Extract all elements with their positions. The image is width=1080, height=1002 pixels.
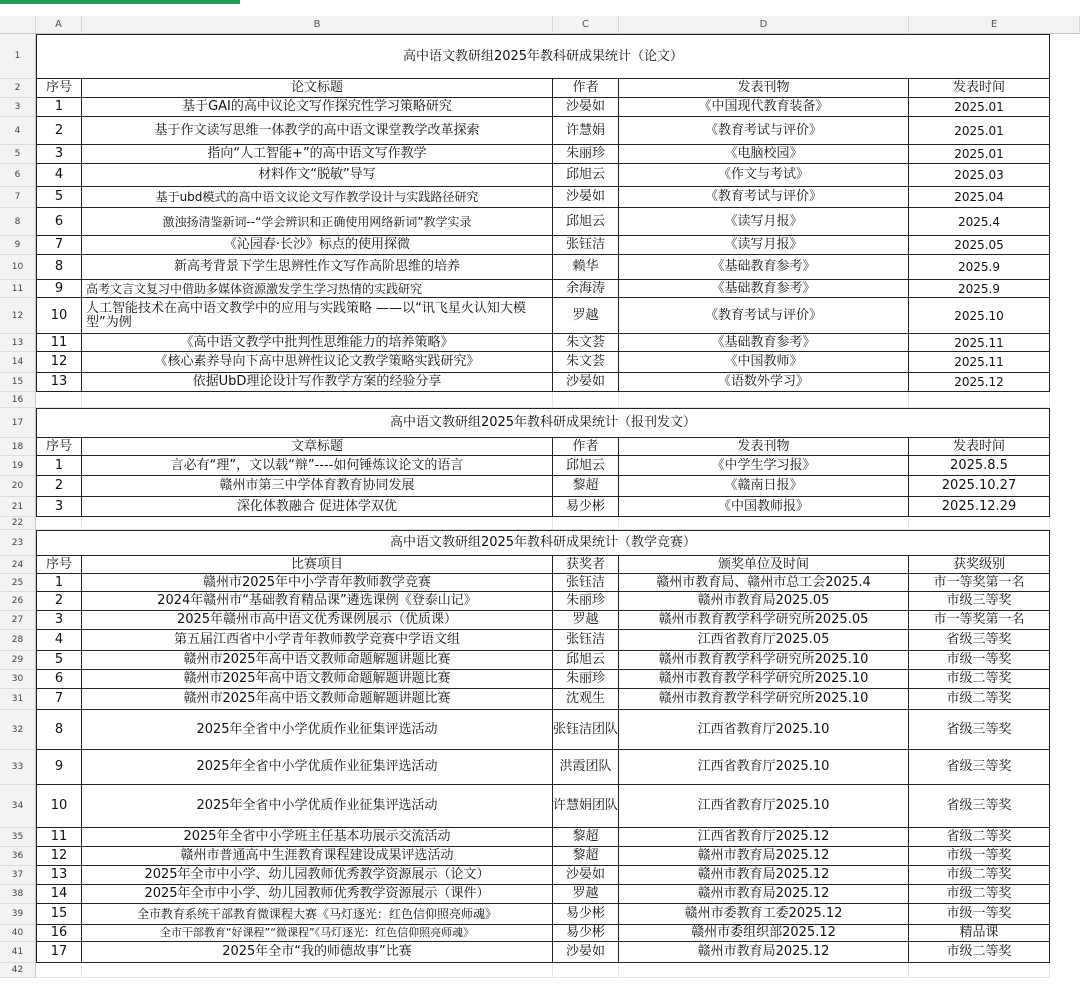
table1-cell-c4[interactable]: 《读写月报》 bbox=[619, 208, 909, 236]
table1-cell-c5[interactable]: 2025.01 bbox=[909, 98, 1050, 117]
empty-cell[interactable] bbox=[36, 517, 82, 530]
table3-cell-c5[interactable]: 市级二等奖 bbox=[909, 670, 1050, 689]
row-header-14[interactable]: 14 bbox=[0, 352, 36, 373]
table1-cell-c4[interactable]: 《作文与考试》 bbox=[619, 164, 909, 187]
table3-cell-c4[interactable]: 江西省教育厅2025.10 bbox=[619, 750, 909, 785]
empty-cell[interactable] bbox=[619, 517, 909, 530]
table3-cell-c2[interactable]: 2025年全省中小学优质作业征集评选活动 bbox=[82, 710, 553, 750]
row-header-27[interactable]: 27 bbox=[0, 611, 36, 630]
table3-title: 高中语文教研组2025年教科研成果统计（教学竞赛） bbox=[36, 530, 1050, 556]
table1-cell-c3[interactable]: 沙晏如 bbox=[553, 98, 619, 117]
table1-cell-c5[interactable]: 2025.12 bbox=[909, 373, 1050, 392]
table2-cell-c5[interactable]: 2025.8.5 bbox=[909, 456, 1050, 476]
table1-cell-c1[interactable]: 7 bbox=[36, 236, 82, 255]
table3-cell-c5[interactable]: 市级二等奖 bbox=[909, 866, 1050, 885]
row-header-33[interactable]: 33 bbox=[0, 750, 36, 785]
table3-cell-c4[interactable]: 赣州市教育局2025.12 bbox=[619, 847, 909, 866]
row-header-5[interactable]: 5 bbox=[0, 145, 36, 164]
table3-cell-c2[interactable]: 赣州市普通高中生涯教育课程建设成果评选活动 bbox=[82, 847, 553, 866]
table1-cell-c3[interactable]: 邱旭云 bbox=[553, 164, 619, 187]
table3-cell-c4[interactable]: 江西省教育厅2025.10 bbox=[619, 785, 909, 828]
table1-title: 高中语文教研组2025年教科研成果统计（论文） bbox=[36, 34, 1050, 79]
table2-cell-c1[interactable]: 1 bbox=[36, 456, 82, 476]
table1-cell-c2[interactable]: 材料作文“脱敏”导写 bbox=[82, 164, 553, 187]
table3-cell-c4[interactable]: 赣州市教育局2025.12 bbox=[619, 942, 909, 963]
empty-cell[interactable] bbox=[909, 517, 1050, 530]
table1-cell-c1[interactable]: 9 bbox=[36, 280, 82, 298]
table1-cell-c3[interactable]: 朱丽珍 bbox=[553, 145, 619, 164]
table3-cell-c5[interactable]: 市级三等奖 bbox=[909, 592, 1050, 611]
table1-header-2: 论文标题 bbox=[82, 79, 553, 98]
table1-cell-c1[interactable]: 11 bbox=[36, 334, 82, 352]
table1-cell-c3[interactable]: 张钰洁 bbox=[553, 236, 619, 255]
table3-cell-c3[interactable]: 罗越 bbox=[553, 611, 619, 630]
row-header-38[interactable]: 38 bbox=[0, 885, 36, 904]
table3-cell-c1[interactable]: 9 bbox=[36, 750, 82, 785]
table3-cell-c5[interactable]: 省级三等奖 bbox=[909, 710, 1050, 750]
table3-cell-c2[interactable]: 2025年赣州市高中语文优秀课例展示（优质课） bbox=[82, 611, 553, 630]
empty-cell[interactable] bbox=[82, 963, 553, 978]
table1-cell-c5[interactable]: 2025.10 bbox=[909, 298, 1050, 334]
table3-cell-c5[interactable]: 市一等奖第一名 bbox=[909, 611, 1050, 630]
column-header-b[interactable]: B bbox=[82, 16, 553, 34]
table1-cell-c3[interactable]: 沙晏如 bbox=[553, 187, 619, 208]
table3-cell-c5[interactable]: 省级三等奖 bbox=[909, 750, 1050, 785]
table1-header-3: 作者 bbox=[553, 79, 619, 98]
table1-cell-c4[interactable]: 《基础教育参考》 bbox=[619, 255, 909, 280]
table3-header-3: 获奖者 bbox=[553, 556, 619, 574]
table3-cell-c2[interactable]: 2025年全市中小学、幼儿园教师优秀教学资源展示（课件） bbox=[82, 885, 553, 904]
table1-cell-c1[interactable]: 4 bbox=[36, 164, 82, 187]
table3-cell-c2[interactable]: 赣州市2025年中小学青年教师教学竞赛 bbox=[82, 574, 553, 592]
table3-cell-c2[interactable]: 2025年全市中小学、幼儿园教师优秀教学资源展示（论文） bbox=[82, 866, 553, 885]
table2-header-1: 序号 bbox=[36, 438, 82, 456]
table3-cell-c5[interactable]: 精品课 bbox=[909, 925, 1050, 942]
row-header-7[interactable]: 7 bbox=[0, 187, 36, 208]
table2-cell-c3[interactable]: 黎超 bbox=[553, 476, 619, 497]
row-header-42[interactable]: 42 bbox=[0, 963, 36, 978]
table3-cell-c3[interactable]: 张钰洁团队 bbox=[553, 710, 619, 750]
table3-cell-c5[interactable]: 省级二等奖 bbox=[909, 828, 1050, 847]
table3-cell-c4[interactable]: 江西省教育厅2025.05 bbox=[619, 630, 909, 651]
row-header-19[interactable]: 19 bbox=[0, 456, 36, 476]
empty-cell[interactable] bbox=[36, 392, 82, 408]
table3-cell-c5[interactable]: 市级一等奖 bbox=[909, 847, 1050, 866]
table1-cell-c4[interactable]: 《基础教育参考》 bbox=[619, 334, 909, 352]
table3-cell-c1[interactable]: 7 bbox=[36, 689, 82, 710]
table3-cell-c4[interactable]: 赣州市教育教学科学研究所2025.05 bbox=[619, 611, 909, 630]
table1-cell-c5[interactable]: 2025.01 bbox=[909, 145, 1050, 164]
row-header-41[interactable]: 41 bbox=[0, 942, 36, 963]
column-header-c[interactable]: C bbox=[553, 16, 619, 34]
table1-cell-c4[interactable]: 《教育考试与评价》 bbox=[619, 187, 909, 208]
table1-cell-c1[interactable]: 5 bbox=[36, 187, 82, 208]
table1-cell-c4[interactable]: 《基础教育参考》 bbox=[619, 280, 909, 298]
table1-cell-c1[interactable]: 10 bbox=[36, 298, 82, 334]
table3-cell-c2[interactable]: 2025年全市“我的师德故事”比赛 bbox=[82, 942, 553, 963]
table3-cell-c4[interactable]: 赣州市教育局2025.12 bbox=[619, 866, 909, 885]
empty-cell[interactable] bbox=[82, 517, 553, 530]
table3-cell-c4[interactable]: 赣州市委组织部2025.12 bbox=[619, 925, 909, 942]
table3-cell-c4[interactable]: 赣州市教育教学科学研究所2025.10 bbox=[619, 670, 909, 689]
table1-cell-c2[interactable]: 《高中语文教学中批判性思维能力的培养策略》 bbox=[82, 334, 553, 352]
table1-cell-c5[interactable]: 2025.4 bbox=[909, 208, 1050, 236]
table3-cell-c1[interactable]: 3 bbox=[36, 611, 82, 630]
table3-cell-c1[interactable]: 10 bbox=[36, 785, 82, 828]
table3-header-5: 获奖级别 bbox=[909, 556, 1050, 574]
table3-cell-c3[interactable]: 张钰洁 bbox=[553, 630, 619, 651]
row-header-3[interactable]: 3 bbox=[0, 98, 36, 117]
table3-header-1: 序号 bbox=[36, 556, 82, 574]
row-header-36[interactable]: 36 bbox=[0, 847, 36, 866]
row-header-2[interactable]: 2 bbox=[0, 79, 36, 98]
table1-cell-c4[interactable]: 《中国教师》 bbox=[619, 352, 909, 373]
table1-cell-c5[interactable]: 2025.03 bbox=[909, 164, 1050, 187]
table1-cell-c3[interactable]: 许慧娟 bbox=[553, 117, 619, 145]
table1-cell-c4[interactable]: 《读写月报》 bbox=[619, 236, 909, 255]
row-header-8[interactable]: 8 bbox=[0, 208, 36, 236]
row-header-22[interactable]: 22 bbox=[0, 517, 36, 530]
table3-cell-c5[interactable]: 市级二等奖 bbox=[909, 942, 1050, 963]
row-header-32[interactable]: 32 bbox=[0, 710, 36, 750]
table3-cell-c2[interactable]: 赣州市2025年高中语文教师命题解题讲题比赛 bbox=[82, 670, 553, 689]
table3-cell-c1[interactable]: 14 bbox=[36, 885, 82, 904]
table2-cell-c3[interactable]: 邱旭云 bbox=[553, 456, 619, 476]
table3-cell-c3[interactable]: 黎超 bbox=[553, 847, 619, 866]
table1-cell-c2[interactable]: 人工智能技术在高中语文教学中的应用与实践策略 ——以“讯飞星火认知大模型”为例 bbox=[82, 298, 553, 334]
corner-select-all[interactable] bbox=[0, 16, 36, 34]
table3-cell-c3[interactable]: 洪霞团队 bbox=[553, 750, 619, 785]
table3-cell-c4[interactable]: 江西省教育厅2025.12 bbox=[619, 828, 909, 847]
row-header-26[interactable]: 26 bbox=[0, 592, 36, 611]
table1-cell-c5[interactable]: 2025.05 bbox=[909, 236, 1050, 255]
table3-cell-c3[interactable]: 朱丽珍 bbox=[553, 592, 619, 611]
table2-header-5: 发表时间 bbox=[909, 438, 1050, 456]
table3-cell-c3[interactable]: 沙晏如 bbox=[553, 942, 619, 963]
row-header-17[interactable]: 17 bbox=[0, 408, 36, 438]
table1-cell-c3[interactable]: 赖华 bbox=[553, 255, 619, 280]
table3-cell-c4[interactable]: 赣州市教育教学科学研究所2025.10 bbox=[619, 689, 909, 710]
table3-cell-c4[interactable]: 赣州市教育局、赣州市总工会2025.4 bbox=[619, 574, 909, 592]
table3-cell-c2[interactable]: 赣州市2025年高中语文教师命题解题讲题比赛 bbox=[82, 651, 553, 670]
table1-cell-c3[interactable]: 罗越 bbox=[553, 298, 619, 334]
table3-cell-c2[interactable]: 2024年赣州市“基础教育精品课”遴选课例《登泰山记》 bbox=[82, 592, 553, 611]
table3-cell-c3[interactable]: 邱旭云 bbox=[553, 651, 619, 670]
table3-cell-c3[interactable]: 罗越 bbox=[553, 885, 619, 904]
table3-cell-c1[interactable]: 11 bbox=[36, 828, 82, 847]
row-header-12[interactable]: 12 bbox=[0, 298, 36, 334]
table1-cell-c2[interactable]: 激浊扬清鉴新词--“学会辨识和正确使用网络新词”教学实录 bbox=[82, 208, 553, 236]
empty-cell[interactable] bbox=[553, 963, 619, 978]
row-header-35[interactable]: 35 bbox=[0, 828, 36, 847]
table3-cell-c2[interactable]: 2025年全省中小学优质作业征集评选活动 bbox=[82, 785, 553, 828]
empty-cell[interactable] bbox=[619, 392, 909, 408]
table2-cell-c1[interactable]: 3 bbox=[36, 497, 82, 517]
table3-cell-c5[interactable]: 市级二等奖 bbox=[909, 689, 1050, 710]
table1-cell-c3[interactable]: 沙晏如 bbox=[553, 373, 619, 392]
table3-cell-c1[interactable]: 6 bbox=[36, 670, 82, 689]
table3-cell-c1[interactable]: 17 bbox=[36, 942, 82, 963]
row-header-11[interactable]: 11 bbox=[0, 280, 36, 298]
table1-header-5: 发表时间 bbox=[909, 79, 1050, 98]
row-header-24[interactable]: 24 bbox=[0, 556, 36, 574]
empty-cell[interactable] bbox=[909, 392, 1050, 408]
row-header-39[interactable]: 39 bbox=[0, 904, 36, 925]
table2-cell-c3[interactable]: 易少彬 bbox=[553, 497, 619, 517]
row-header-15[interactable]: 15 bbox=[0, 373, 36, 392]
table1-cell-c3[interactable]: 余海涛 bbox=[553, 280, 619, 298]
empty-cell[interactable] bbox=[82, 392, 553, 408]
table2-cell-c1[interactable]: 2 bbox=[36, 476, 82, 497]
row-header-4[interactable]: 4 bbox=[0, 117, 36, 145]
table3-cell-c2[interactable]: 2025年全省中小学优质作业征集评选活动 bbox=[82, 750, 553, 785]
row-header-40[interactable]: 40 bbox=[0, 925, 36, 942]
row-header-6[interactable]: 6 bbox=[0, 164, 36, 187]
row-header-9[interactable]: 9 bbox=[0, 236, 36, 255]
row-header-21[interactable]: 21 bbox=[0, 497, 36, 517]
table1-cell-c3[interactable]: 邱旭云 bbox=[553, 208, 619, 236]
row-header-13[interactable]: 13 bbox=[0, 334, 36, 352]
row-header-37[interactable]: 37 bbox=[0, 866, 36, 885]
table3-cell-c3[interactable]: 张钰洁 bbox=[553, 574, 619, 592]
table1-header-1: 序号 bbox=[36, 79, 82, 98]
table1-cell-c2[interactable]: 高考文言文复习中借助多媒体资源激发学生学习热情的实践研究 bbox=[82, 280, 553, 298]
table1-cell-c1[interactable]: 8 bbox=[36, 255, 82, 280]
table2-header-3: 作者 bbox=[553, 438, 619, 456]
table2-cell-c2[interactable]: 深化体教融合 促进体学双优 bbox=[82, 497, 553, 517]
table1-cell-c2[interactable]: 《核心素养导向下高中思辨性议论文教学策略实践研究》 bbox=[82, 352, 553, 373]
table3-cell-c3[interactable]: 许慧娟团队 bbox=[553, 785, 619, 828]
row-header-34[interactable]: 34 bbox=[0, 785, 36, 828]
table1-cell-c1[interactable]: 6 bbox=[36, 208, 82, 236]
table3-cell-c1[interactable]: 15 bbox=[36, 904, 82, 925]
table3-cell-c1[interactable]: 4 bbox=[36, 630, 82, 651]
table1-cell-c2[interactable]: 基于GAI的高中议论文写作探究性学习策略研究 bbox=[82, 98, 553, 117]
row-header-31[interactable]: 31 bbox=[0, 689, 36, 710]
table3-cell-c1[interactable]: 2 bbox=[36, 592, 82, 611]
table1-cell-c4[interactable]: 《中国现代教育装备》 bbox=[619, 98, 909, 117]
table3-cell-c2[interactable]: 赣州市2025年高中语文教师命题解题讲题比赛 bbox=[82, 689, 553, 710]
row-header-1[interactable]: 1 bbox=[0, 34, 36, 79]
table2-title: 高中语文教研组2025年教科研成果统计（报刊发文） bbox=[36, 408, 1050, 438]
table3-header-4: 颁奖单位及时间 bbox=[619, 556, 909, 574]
table1-cell-c2[interactable]: 指向“人工智能+”的高中语文写作教学 bbox=[82, 145, 553, 164]
table2-cell-c4[interactable]: 《中学生学习报》 bbox=[619, 456, 909, 476]
table3-cell-c2[interactable]: 全市干部教育“好课程”“微课程”《马灯逐光：红色信仰照亮师魂》 bbox=[82, 925, 553, 942]
table1-cell-c5[interactable]: 2025.04 bbox=[909, 187, 1050, 208]
table3-cell-c3[interactable]: 沈观生 bbox=[553, 689, 619, 710]
table1-cell-c1[interactable]: 12 bbox=[36, 352, 82, 373]
table3-cell-c4[interactable]: 赣州市教育教学科学研究所2025.10 bbox=[619, 651, 909, 670]
table3-cell-c4[interactable]: 赣州市教育局2025.12 bbox=[619, 885, 909, 904]
row-header-16[interactable]: 16 bbox=[0, 392, 36, 408]
table2-header-4: 发表刊物 bbox=[619, 438, 909, 456]
table1-cell-c5[interactable]: 2025.11 bbox=[909, 352, 1050, 373]
table2-cell-c5[interactable]: 2025.12.29 bbox=[909, 497, 1050, 517]
table3-cell-c5[interactable]: 省级三等奖 bbox=[909, 630, 1050, 651]
row-header-29[interactable]: 29 bbox=[0, 651, 36, 670]
table1-cell-c1[interactable]: 13 bbox=[36, 373, 82, 392]
table1-cell-c5[interactable]: 2025.01 bbox=[909, 117, 1050, 145]
table3-cell-c3[interactable]: 易少彬 bbox=[553, 904, 619, 925]
table1-cell-c5[interactable]: 2025.11 bbox=[909, 334, 1050, 352]
empty-cell[interactable] bbox=[36, 963, 82, 978]
column-header-d[interactable]: D bbox=[619, 16, 909, 34]
column-header-a[interactable]: A bbox=[36, 16, 82, 34]
table3-cell-c5[interactable]: 市级一等奖 bbox=[909, 904, 1050, 925]
table3-cell-c1[interactable]: 12 bbox=[36, 847, 82, 866]
table2-cell-c5[interactable]: 2025.10.27 bbox=[909, 476, 1050, 497]
row-header-28[interactable]: 28 bbox=[0, 630, 36, 651]
table1-cell-c4[interactable]: 《教育考试与评价》 bbox=[619, 117, 909, 145]
table1-cell-c1[interactable]: 3 bbox=[36, 145, 82, 164]
table1-cell-c5[interactable]: 2025.9 bbox=[909, 280, 1050, 298]
table3-cell-c4[interactable]: 赣州市教育局2025.05 bbox=[619, 592, 909, 611]
row-header-10[interactable]: 10 bbox=[0, 255, 36, 280]
table3-cell-c5[interactable]: 市级一等奖 bbox=[909, 651, 1050, 670]
table1-cell-c1[interactable]: 2 bbox=[36, 117, 82, 145]
table3-cell-c2[interactable]: 第五届江西省中小学青年教师教学竞赛中学语文组 bbox=[82, 630, 553, 651]
empty-cell[interactable] bbox=[553, 517, 619, 530]
table3-cell-c3[interactable]: 黎超 bbox=[553, 828, 619, 847]
table1-cell-c5[interactable]: 2025.9 bbox=[909, 255, 1050, 280]
table1-cell-c1[interactable]: 1 bbox=[36, 98, 82, 117]
table3-cell-c1[interactable]: 16 bbox=[36, 925, 82, 942]
table3-cell-c3[interactable]: 易少彬 bbox=[553, 925, 619, 942]
table3-cell-c5[interactable]: 省级三等奖 bbox=[909, 785, 1050, 828]
table3-cell-c4[interactable]: 赣州市委教育工委2025.12 bbox=[619, 904, 909, 925]
table1-cell-c2[interactable]: 新高考背景下学生思辨性作文写作高阶思维的培养 bbox=[82, 255, 553, 280]
table3-cell-c2[interactable]: 2025年全省中小学班主任基本功展示交流活动 bbox=[82, 828, 553, 847]
row-header-18[interactable]: 18 bbox=[0, 438, 36, 456]
empty-cell[interactable] bbox=[619, 963, 909, 978]
table1-cell-c2[interactable]: 基于作文读写思维一体教学的高中语文课堂教学改革探索 bbox=[82, 117, 553, 145]
table3-cell-c5[interactable]: 市一等奖第一名 bbox=[909, 574, 1050, 592]
table1-cell-c2[interactable]: 基于ubd模式的高中语文议论文写作教学设计与实践路径研究 bbox=[82, 187, 553, 208]
table3-cell-c1[interactable]: 5 bbox=[36, 651, 82, 670]
table1-cell-c3[interactable]: 朱文荟 bbox=[553, 334, 619, 352]
table3-cell-c1[interactable]: 8 bbox=[36, 710, 82, 750]
table2-cell-c2[interactable]: 赣州市第三中学体育教育协同发展 bbox=[82, 476, 553, 497]
table3-cell-c3[interactable]: 朱丽珍 bbox=[553, 670, 619, 689]
row-header-23[interactable]: 23 bbox=[0, 530, 36, 556]
table1-cell-c4[interactable]: 《电脑校园》 bbox=[619, 145, 909, 164]
table2-cell-c4[interactable]: 《赣南日报》 bbox=[619, 476, 909, 497]
empty-cell[interactable] bbox=[909, 963, 1050, 978]
table2-cell-c2[interactable]: 言必有“理”，文以载“辩”----如何锤炼议论文的语言 bbox=[82, 456, 553, 476]
row-header-30[interactable]: 30 bbox=[0, 670, 36, 689]
table1-cell-c3[interactable]: 朱文荟 bbox=[553, 352, 619, 373]
row-header-25[interactable]: 25 bbox=[0, 574, 36, 592]
column-header-e[interactable]: E bbox=[909, 16, 1080, 34]
table1-cell-c2[interactable]: 《沁园春·长沙》标点的使用探微 bbox=[82, 236, 553, 255]
table3-header-2: 比赛项目 bbox=[82, 556, 553, 574]
table2-cell-c4[interactable]: 《中国教师报》 bbox=[619, 497, 909, 517]
table3-cell-c2[interactable]: 全市教育系统干部教育微课程大赛《马灯逐光：红色信仰照亮师魂》 bbox=[82, 904, 553, 925]
table1-cell-c4[interactable]: 《教育考试与评价》 bbox=[619, 298, 909, 334]
table1-header-4: 发表刊物 bbox=[619, 79, 909, 98]
row-header-20[interactable]: 20 bbox=[0, 476, 36, 497]
table3-cell-c4[interactable]: 江西省教育厅2025.10 bbox=[619, 710, 909, 750]
table1-cell-c2[interactable]: 依据UbD理论设计写作教学方案的经验分享 bbox=[82, 373, 553, 392]
table3-cell-c1[interactable]: 13 bbox=[36, 866, 82, 885]
table3-cell-c5[interactable]: 市级二等奖 bbox=[909, 885, 1050, 904]
empty-cell[interactable] bbox=[553, 392, 619, 408]
table3-cell-c3[interactable]: 沙晏如 bbox=[553, 866, 619, 885]
table3-cell-c1[interactable]: 1 bbox=[36, 574, 82, 592]
table1-cell-c4[interactable]: 《语数外学习》 bbox=[619, 373, 909, 392]
table2-header-2: 文章标题 bbox=[82, 438, 553, 456]
